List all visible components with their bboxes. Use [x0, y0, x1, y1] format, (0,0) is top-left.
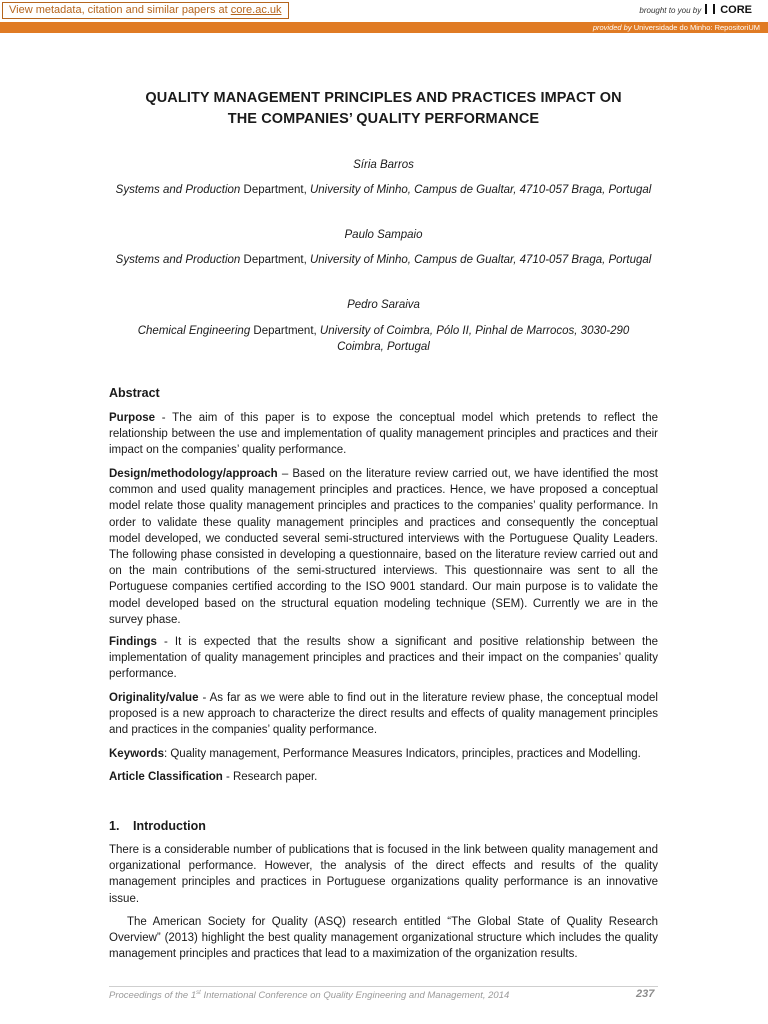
core-brought-by: [639, 3, 752, 18]
section-title: Introduction: [133, 819, 206, 833]
core-link[interactable]: core.ac.uk: [230, 4, 282, 16]
intro-paragraph-2: The American Society for Quality (ASQ) research entitled “The Global State of Quality Research Overview” (2013) highlight the best quality management organizational structure which includes the quality management principles and practices that lead to a maximization of the organization results.: [109, 916, 658, 961]
author-affiliation: [109, 252, 658, 268]
core-logo-text[interactable]: CORE: [720, 4, 752, 16]
abstract-design: [109, 466, 658, 628]
abstract-findings: [109, 634, 658, 683]
findings-label: Findings: [109, 636, 157, 648]
classification-label: Article Classification: [109, 771, 223, 783]
section-heading-introduction: [109, 819, 206, 833]
abstract-purpose: [109, 410, 658, 459]
affil-dept: Systems and Production: [115, 184, 241, 196]
author-affiliation: [109, 323, 658, 355]
purpose-label: Purpose: [109, 412, 156, 424]
repository-name[interactable]: Universidade do Minho: RepositoriUM: [633, 23, 760, 32]
affil-plain: Department,: [240, 184, 310, 196]
core-metadata-link-box[interactable]: [2, 2, 289, 19]
affil-plain: Department,: [250, 325, 320, 337]
footer-text-post: International Conference on Quality Engineering and Management, 2014: [200, 990, 510, 1002]
footer-rule: [109, 986, 658, 987]
footer-text-sup: st: [196, 990, 201, 996]
abstract-classification: [109, 769, 658, 785]
keywords-label: Keywords: [109, 748, 164, 760]
findings-text: - It is expected that the results show a significant and positive relationship between the implementation of quality management principles and practices and their impact on the companies’ quality performance.: [109, 636, 658, 681]
affil-institution: University of Coimbra, Pólo II, Pinhal de Marrocos, 3030-290: [319, 325, 630, 337]
brought-by-text: brought to you by: [639, 6, 702, 15]
abstract-originality: [109, 690, 658, 739]
abstract-heading: Abstract: [109, 386, 160, 400]
originality-text: - As far as we were able to find out in the literature review phase, the conceptual model proposed is a new approach to characterize the direct results and effects of quality management principles and practices in the companies’ quality performance.: [109, 692, 658, 737]
core-banner: [0, 0, 768, 23]
design-text: – Based on the literature review carried out, we have identified the most common and used quality management principles and practices. Hence, we have proposed a conceptual model relate those quality management principles and practices to the companies’ quality performance. In order to validate these quality management principles and practices and consequently the conceptual model developed, we conducted several semi-structured interviews with the Portuguese Quality Leaders. The following phase consisted in developing a questionnaire, based on the literature review carried out and on the main contributions of the semi-structured interviews. This questionnaire was sent to all the Portuguese companies certified according to the ISO 9001 standard. Our main purpose is to validate the model developed based on the structural equation modeling technique (SEM). Currently we are in the survey phase.: [109, 468, 658, 626]
affil-institution: University of Minho, Campus de Gualtar, 4710-057 Braga, Portugal: [309, 254, 652, 266]
purpose-text: - The aim of this paper is to expose the conceptual model which pretends to reflect the relationship between the use and implementation of quality management principles and practices and their impact on the companies’ quality performance.: [109, 412, 658, 457]
footer-text-pre: Proceedings of the 1: [109, 990, 197, 1002]
paper-title: [109, 88, 658, 130]
keywords-text: : Quality management, Performance Measures Indicators, principles, practices and Modelling.: [163, 748, 641, 760]
title-line-2: THE COMPANIES’ QUALITY PERFORMANCE: [227, 111, 540, 127]
section-number: 1.: [109, 819, 120, 833]
footer-citation: [109, 990, 509, 1001]
author-name: Pedro Saraiva: [347, 299, 420, 311]
abstract-keywords: [109, 746, 658, 762]
core-provided-band: [0, 22, 768, 33]
intro-paragraph-1: There is a considerable number of publications that is focused in the link between quality management and organizational performance. However, the analysis of the direct effects and results of the quality management principles and practices in Portuguese organizations quality performance is an innovative issue.: [109, 844, 658, 905]
title-line-1: QUALITY MANAGEMENT PRINCIPLES AND PRACTICES IMPACT ON: [145, 90, 622, 106]
author-name: Paulo Sampaio: [344, 229, 423, 241]
page-number: 237: [636, 988, 655, 1000]
author-affiliation: [109, 182, 658, 198]
affil-location: Coimbra, Portugal: [337, 341, 430, 353]
core-logo-icon: [705, 4, 715, 14]
affil-dept: Systems and Production: [115, 254, 241, 266]
affil-dept: Chemical Engineering: [137, 325, 251, 337]
provided-prefix: provided by: [592, 23, 632, 32]
author-name: Síria Barros: [353, 159, 414, 171]
affil-institution: University of Minho, Campus de Gualtar, 4710-057 Braga, Portugal: [309, 184, 652, 196]
core-meta-text: View metadata, citation and similar papers at: [9, 4, 231, 16]
classification-text: - Research paper.: [222, 771, 318, 783]
affil-plain: Department,: [240, 254, 310, 266]
design-label: Design/methodology/approach: [109, 468, 278, 480]
originality-label: Originality/value: [109, 692, 199, 704]
